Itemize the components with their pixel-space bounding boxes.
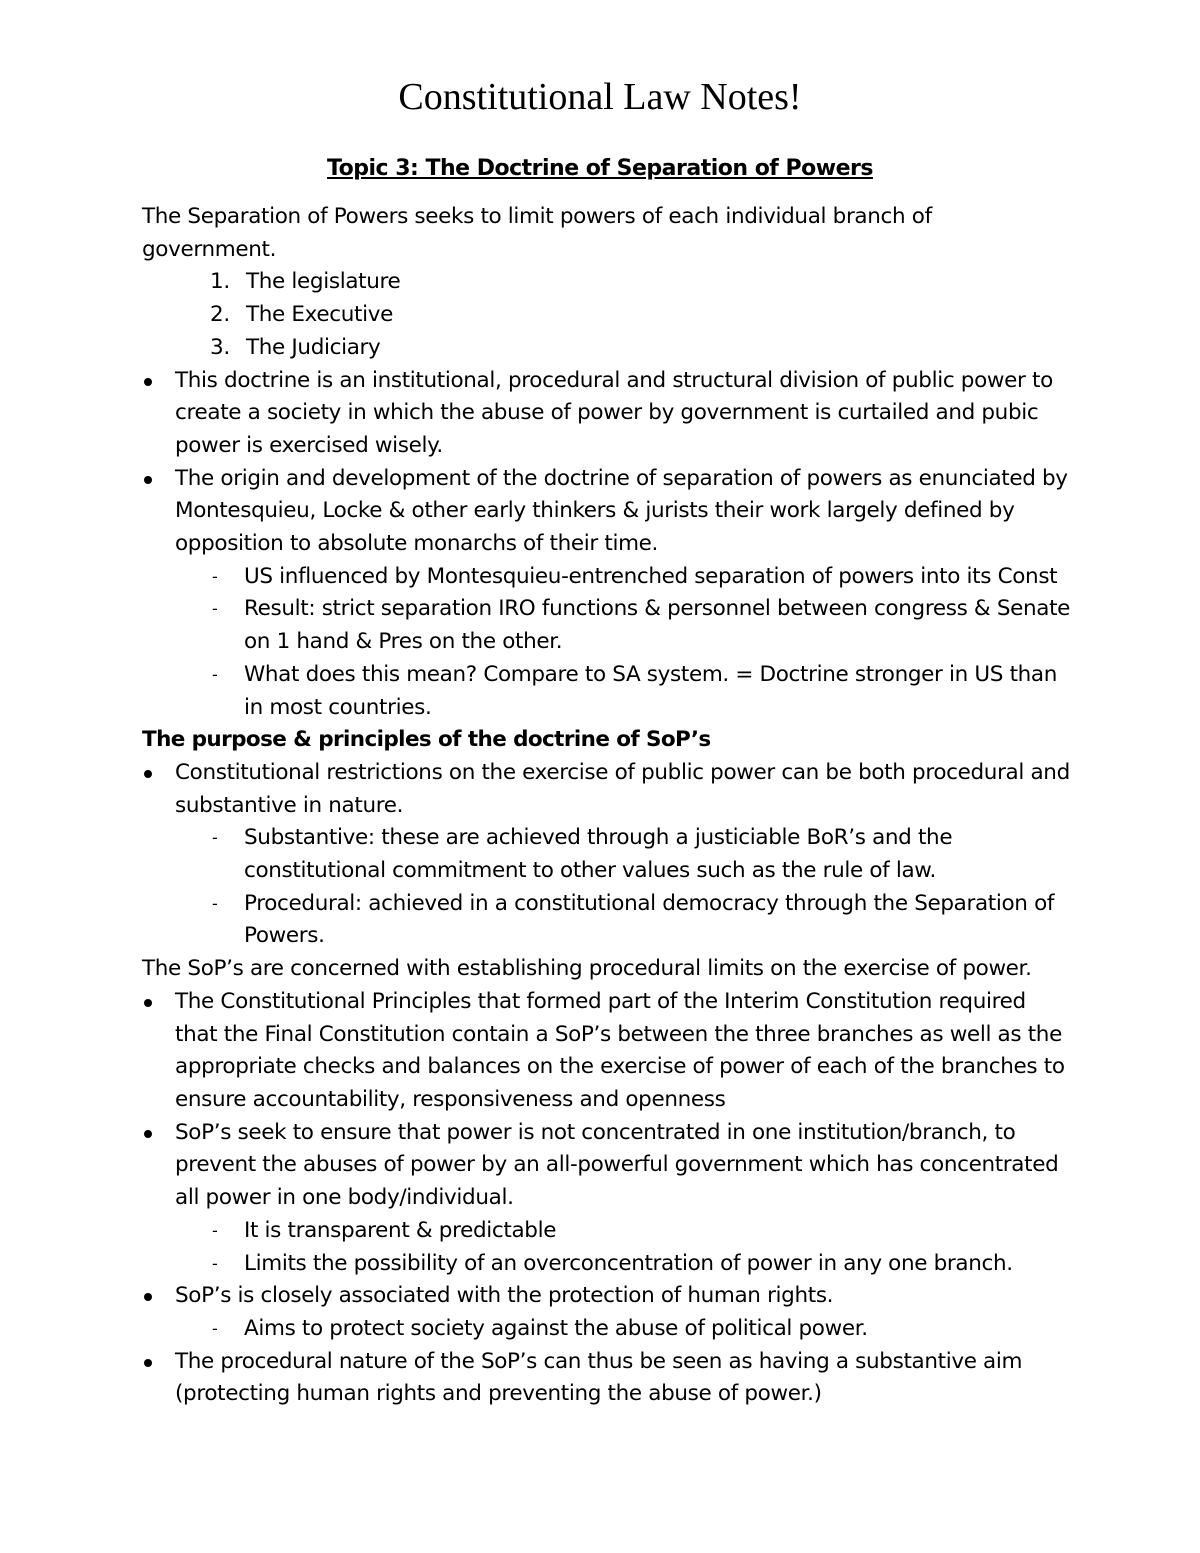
- dash-icon: -: [212, 1220, 218, 1240]
- bullet-text: The origin and development of the doctrine of separation of powers as enunciated by Montesquieu, Locke & other early thinkers & jurists their work largely defined by opposition to absolute monarchs of their time.: [175, 465, 1068, 557]
- topic-heading: Topic 3: The Doctrine of Separation of Powers: [327, 156, 873, 181]
- bullet-item: [142, 1280, 1072, 1313]
- dash-item: [142, 1215, 1072, 1248]
- branch-text: The Judiciary: [246, 334, 381, 360]
- bullet-text: The procedural nature of the SoP’s can thus be seen as having a substantive aim (protecting human rights and preventing the abuse of power.): [175, 1348, 1023, 1407]
- branches-list: [142, 266, 1072, 364]
- bullet-list-rights: [142, 1280, 1072, 1313]
- bullet-text: The Constitutional Principles that formed part of the Interim Constitution required that the Final Constitution contain a SoP’s between the three branches as well as the appropriate checks and balances on the exercise of power of each of the branches to ensure accountability, responsiveness and openness: [175, 988, 1065, 1112]
- branch-text: The Executive: [246, 302, 393, 328]
- dash-item: [142, 593, 1072, 658]
- bullet-icon: [144, 1293, 152, 1301]
- bullet-item: [142, 1117, 1072, 1215]
- dash-text: Procedural: achieved in a constitutional democracy through the Separation of Powers.: [244, 890, 1055, 949]
- dash-text: US influenced by Montesquieu-entrenched separation of powers into its Const: [244, 563, 1058, 589]
- dash-text: Substantive: these are achieved through a justiciable BoR’s and the constitutional commitment to other values such as the rule of law.: [244, 825, 953, 884]
- bullet-icon: [144, 999, 152, 1007]
- bullet-text: Constitutional restrictions on the exercise of public power can be both procedural and substantive in nature.: [175, 759, 1070, 818]
- bullet-item: [142, 757, 1072, 822]
- bullet-text: SoP’s seek to ensure that power is not concentrated in one institution/branch, to prevent the abuses of power by an all-powerful government which has concentrated all power in one body/individual.: [175, 1119, 1059, 1211]
- dash-text: Limits the possibility of an overconcentration of power in any one branch.: [244, 1250, 1013, 1276]
- dash-item: [142, 659, 1072, 724]
- dash-icon: -: [212, 893, 218, 913]
- dash-text: Aims to protect society against the abuse of political power.: [244, 1315, 868, 1341]
- branch-text: The legislature: [246, 269, 401, 295]
- branch-item: [142, 332, 1072, 365]
- bullet-list-principles: [142, 986, 1072, 1215]
- dash-text: It is transparent & predictable: [244, 1217, 557, 1243]
- branch-item: [142, 266, 1072, 299]
- dash-icon: -: [212, 1253, 218, 1273]
- restriction-subpoints: [142, 822, 1072, 953]
- notes-body: [142, 201, 1072, 1411]
- bullet-icon: [144, 378, 152, 386]
- dash-icon: -: [212, 664, 218, 684]
- document-title: Constitutional Law Notes!: [398, 76, 802, 118]
- dash-item: [142, 822, 1072, 887]
- dash-icon: -: [212, 1318, 218, 1338]
- intro-paragraph: The Separation of Powers seeks to limit powers of each individual branch of government.: [142, 204, 932, 262]
- bullet-list-restrictions: [142, 757, 1072, 822]
- dash-icon: -: [212, 828, 218, 848]
- bullet-icon: [144, 1359, 152, 1367]
- concentration-subpoints: [142, 1215, 1072, 1280]
- bullet-list-doctrine: [142, 365, 1072, 561]
- bullet-icon: [144, 1130, 152, 1138]
- sop-statement: The SoP’s are concerned with establishing procedural limits on the exercise of power.: [142, 956, 1032, 982]
- bullet-icon: [144, 770, 152, 778]
- list-number: 3.: [210, 334, 230, 360]
- dash-icon: -: [212, 566, 218, 586]
- bullet-text: SoP’s is closely associated with the protection of human rights.: [175, 1283, 834, 1309]
- dash-item: [142, 888, 1072, 953]
- dash-item: [142, 1313, 1072, 1346]
- dash-item: [142, 561, 1072, 594]
- bullet-item: [142, 1346, 1072, 1411]
- list-number: 2.: [210, 302, 230, 328]
- section-heading: The purpose & principles of the doctrine of SoP’s: [142, 727, 711, 753]
- bullet-item: [142, 986, 1072, 1117]
- rights-subpoints: [142, 1313, 1072, 1346]
- dash-text: Result: strict separation IRO functions & personnel between congress & Senate on 1 hand & Pres on the other.: [244, 596, 1071, 655]
- bullet-item: [142, 463, 1072, 561]
- branch-item: [142, 299, 1072, 332]
- dash-icon: -: [212, 599, 218, 619]
- dash-text: What does this mean? Compare to SA system. = Doctrine stronger in US than in most countries.: [244, 661, 1058, 720]
- bullet-icon: [144, 476, 152, 484]
- bullet-list-procedural: [142, 1346, 1072, 1411]
- dash-item: [142, 1248, 1072, 1281]
- bullet-item: [142, 365, 1072, 463]
- list-number: 1.: [210, 269, 230, 295]
- origin-subpoints: [142, 561, 1072, 725]
- bullet-text: This doctrine is an institutional, procedural and structural division of public power to create a society in which the abuse of power by government is curtailed and pubic power is exercised wisely.: [175, 367, 1053, 458]
